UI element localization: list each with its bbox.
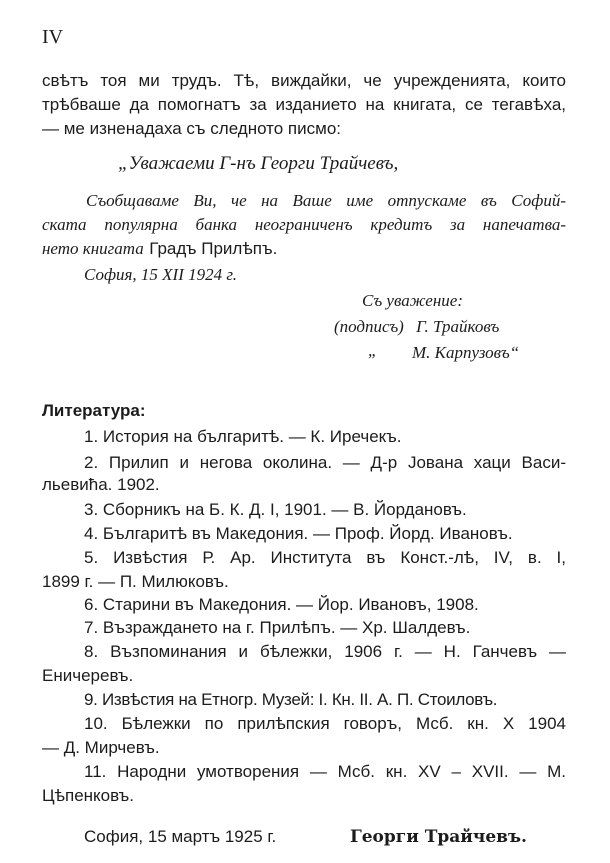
lit-item-6: 6. Старини въ Македония. — Йор. Ивановъ, 1908. bbox=[84, 595, 479, 614]
signature-name-1: Г. Трайковъ bbox=[416, 317, 500, 336]
signature-line-1 bbox=[334, 316, 499, 338]
letter-body-line-1: Съобщаваме Ви, че на Ваше име отпускаме въ Софий- bbox=[86, 191, 566, 210]
lit-item-11-cont: Цѣпенковъ. bbox=[42, 786, 134, 805]
literature-heading: Литература: bbox=[42, 401, 146, 420]
footer-place-date: София, 15 мартъ 1925 г. bbox=[84, 827, 277, 846]
lit-item-8-cont: Еничеревъ. bbox=[42, 666, 134, 685]
intro-line-1: свѣтъ тоя ми трудъ. Тѣ, виждайки, че учрежденията, които bbox=[42, 71, 566, 90]
intro-line-2: трѣбваше да помогнатъ за изданието на книгата, се тегавѣха, bbox=[42, 95, 566, 114]
lit-item-10-cont: — Д. Мирчевъ. bbox=[42, 738, 160, 757]
lit-item-11: 11. Народни умотворения — Мсб. кн. XV – XVII. — М. bbox=[84, 762, 566, 781]
lit-item-7: 7. Възраждането на г. Прилѣпъ. — Хр. Шалдевъ. bbox=[84, 618, 471, 637]
lit-item-4: 4. Българитѣ въ Македония. — Проф. Йорд. Ивановъ. bbox=[84, 524, 513, 543]
lit-item-5-cont: 1899 г. — П. Милюковъ. bbox=[42, 572, 229, 591]
lit-item-10: 10. Бѣлежки по прилѣпския говоръ, Мсб. кн. X 1904 bbox=[84, 714, 566, 733]
letter-salutation: „Уважаеми Г-нъ Георги Трайчевъ, bbox=[118, 153, 399, 174]
signature-ditto-mark: „ bbox=[368, 341, 378, 360]
signature-name-2: М. Карпузовъ“ bbox=[412, 343, 520, 362]
letter-body-prefix: нето книгата bbox=[42, 239, 144, 258]
letter-body-line-2: ската популярна банка неограниченъ кредитъ за напечатва- bbox=[42, 215, 566, 234]
letter-body-line-3 bbox=[42, 238, 277, 260]
footer-author: Георги Трайчевъ. bbox=[350, 827, 527, 847]
intro-line-3: — ме изненадаха съ следното писмо: bbox=[42, 119, 342, 138]
lit-item-8: 8. Възпоминания и бѣлежки, 1906 г. — Н. Ганчевъ — bbox=[84, 642, 566, 661]
lit-item-2-cont: льевића. 1902. bbox=[42, 475, 160, 494]
lit-item-9: 9. Извѣстия на Етногр. Музей: I. Кн. II. А. П. Стоиловъ. bbox=[84, 690, 498, 709]
letter-place-date: София, 15 XII 1924 г. bbox=[84, 265, 238, 284]
book-title: Градъ Прилѣпъ. bbox=[149, 239, 278, 258]
lit-item-2: 2. Прилип и негова околина. — Д-р Јована хаци Васи- bbox=[84, 453, 566, 472]
lit-item-5: 5. Извѣстия Р. Ар. Института въ Конст.-лѣ, IV, в. I, bbox=[84, 548, 566, 567]
page-number: IV bbox=[42, 26, 64, 48]
lit-item-1: 1. История на българитѣ. — К. Иречекъ. bbox=[84, 427, 402, 446]
letter-closing: Съ уважение: bbox=[362, 291, 463, 310]
signature-prefix: (подписъ) bbox=[334, 317, 404, 336]
lit-item-3: 3. Сборникъ на Б. К. Д. I, 1901. — В. Йордановъ. bbox=[84, 500, 467, 519]
